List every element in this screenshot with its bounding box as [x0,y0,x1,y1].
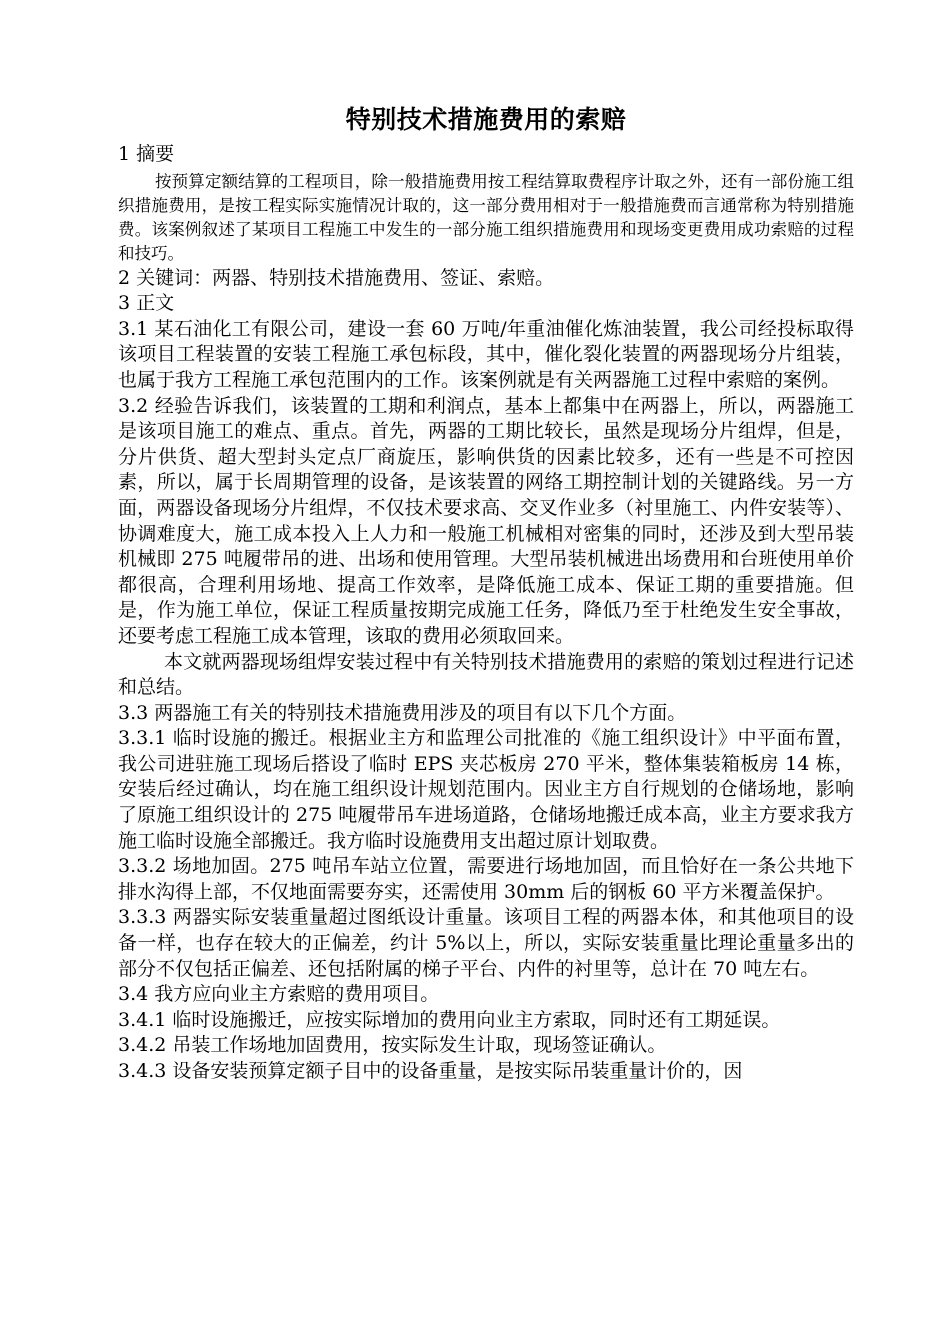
section-heading-body: 3 正文 [118,292,175,315]
paragraph-3-3: 3.3 两器施工有关的特别技术措施费用涉及的项目有以下几个方面。 [118,701,687,724]
paragraph-3-1: 3.1 某石油化工有限公司，建设一套 60 万吨/年重油催化炼油装置，我公司经投标取得该项目工程装置的安装工程施工承包标段，其中，催化裂化装置的两器现场分片组装，也属于我方工程施工承包范围内的工作。该案例就是有关两器施工过程中索赔的案例。 [118,317,854,391]
paragraph-intro: 本文就两器现场组焊安装过程中有关特别技术措施费用的索赔的策划过程进行记述和总结。 [118,650,854,699]
section-heading-abstract: 1 摘要 [118,143,175,165]
abstract-paragraph: 按预算定额结算的工程项目，除一般措施费用按工程结算取费程序计取之外，还有一部份施工组织措施费用，是按工程实际实施情况计取的，这一部分费用相对于一般措施费而言通常称为特别措施费。该案例叙述了某项目工程施工中发生的一部分施工组织措施费用和现场变更费用成功索赔的过程和技巧。 [118,171,854,263]
paragraph-3-4-3: 3.4.3 设备安装预算定额子目中的设备重量，是按实际吊装重量计价的，因 [118,1060,743,1082]
keywords-line: 2 关键词：两器、特别技术措施费用、签证、索赔。 [118,266,555,289]
paragraph-3-2: 3.2 经验告诉我们，该装置的工期和利润点，基本上都集中在两器上，所以，两器施工是该项目施工的难点、重点。首先，两器的工期比较长，虽然是现场分片组焊，但是，分片供货、超大型封头定点厂商旋压，影响供货的因素比较多，还有一些是不可控因素，所以，属于长周期管理的设备，是该装置的网络工期控制计划的关键路线。另一方面，两器设备现场分片组焊，不仅技术要求高、交叉作业多（衬里施工、内件安装等）、协调难度大，施工成本投入上人力和一般施工机械相对密集的同时，还涉及到大型吊装机械即 275 吨履带吊的进、出场和使用管理。大型吊装机械进出场费用和台班使用单价都很高，合理利用场地、提高工作效率，是降低施工成本、保证工期的重要措施。但是，作为施工单位，保证工程质量按期完成施工任务，降低乃至于杜绝发生安全事故，还要考虑工程施工成本管理，该取的费用必须取回来。 [118,394,854,647]
document-title: 特别技术措施费用的索赔 [345,105,627,134]
document-page [118,100,854,1085]
paragraph-3-4-1: 3.4.1 临时设施搬迁，应按实际增加的费用向业主方索取，同时还有工期延误。 [118,1008,781,1031]
paragraph-3-4: 3.4 我方应向业主方索赔的费用项目。 [118,983,440,1006]
paragraph-3-4-2: 3.4.2 吊装工作场地加固费用，按实际发生计取，现场签证确认。 [118,1034,667,1057]
paragraph-3-3-1: 3.3.1 临时设施的搬迁。根据业主方和监理公司批准的《施工组织设计》中平面布置，我公司进驻施工现场后搭设了临时 EPS 夹芯板房 270 平米，整体集装箱板房 14 栋，安装后经过确认，均在施工组织设计规划范围内。因业主方自行规划的仓储场地，影响了原施工组织设计的 275 吨履带吊车进场道路，仓储场地搬迁成本高，业主方要求我方施工临时设施全部搬迁。我方临时设施费用支出超过原计划取费。 [118,727,854,852]
paragraph-3-3-3: 3.3.3 两器实际安装重量超过图纸设计重量。该项目工程的两器本体，和其他项目的设备一样，也存在较大的正偏差，约计 5%以上，所以，实际安装重量比理论重量多出的部分不仅包括正偏差、还包括附属的梯子平台、内件的衬里等，总计在 70 吨左右。 [118,906,854,980]
paragraph-3-3-2: 3.3.2 场地加固。275 吨吊车站立位置，需要进行场地加固，而且恰好在一条公共地下排水沟得上部，不仅地面需要夯实，还需使用 30mm 后的钢板 60 平方米覆盖保护。 [118,855,854,903]
